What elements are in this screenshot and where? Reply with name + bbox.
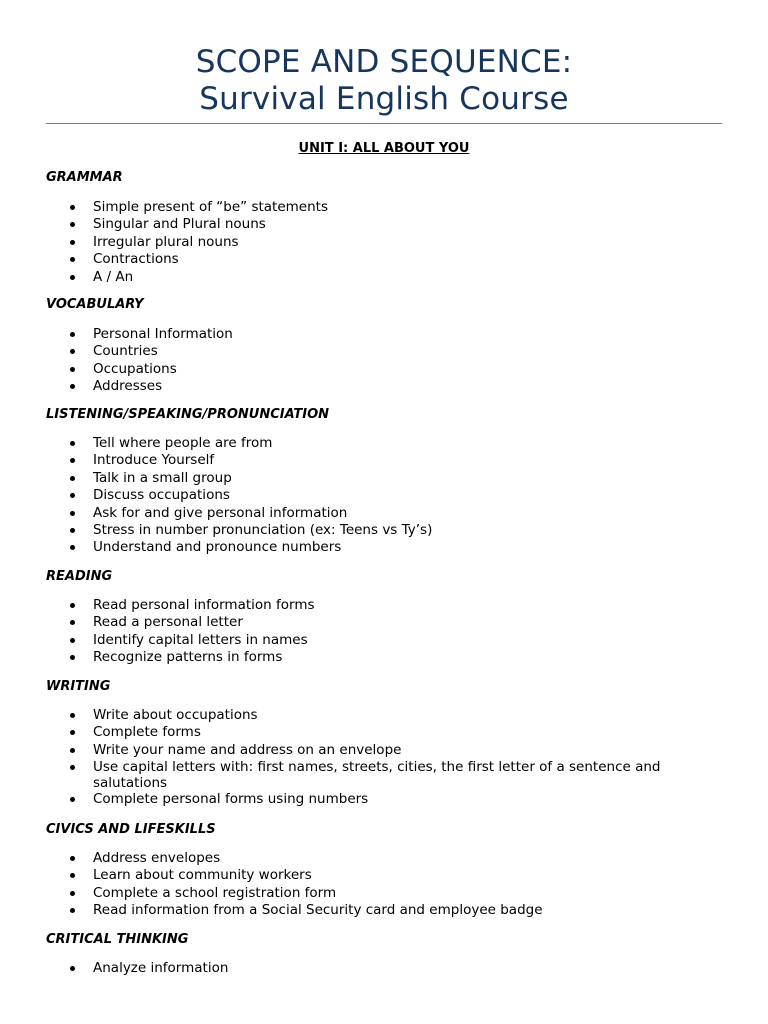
title-divider [46,123,722,124]
bullet-icon [70,765,75,770]
bullet-icon [70,856,75,861]
list-item: Contractions [0,251,768,268]
reading-list [0,597,768,667]
list-item: Personal Information [0,326,768,343]
list-item: Occupations [0,361,768,378]
bullet-icon [70,620,75,625]
bullet-icon [70,908,75,913]
bullet-icon [70,222,75,227]
bullet-icon [70,205,75,210]
list-item: Read a personal letter [0,614,768,631]
list-item: Ask for and give personal information [0,505,768,522]
vocabulary-list [0,326,768,396]
bullet-icon [70,476,75,481]
bullet-icon [70,873,75,878]
list-item: Introduce Yourself [0,452,768,469]
bullet-icon [70,332,75,337]
bullet-icon [70,384,75,389]
list-item: Addresses [0,378,768,395]
bullet-icon [70,511,75,516]
unit-heading: UNIT I: ALL ABOUT YOU [298,141,470,156]
list-item: Read information from a Social Security card and employee badge [0,902,768,919]
list-item: Talk in a small group [0,470,768,487]
document-title-line2: Survival English Course [199,81,569,117]
list-item: Understand and pronounce numbers [0,539,768,556]
list-item: Singular and Plural nouns [0,216,768,233]
bullet-icon [70,275,75,280]
bullet-icon [70,458,75,463]
list-item: Identify capital letters in names [0,632,768,649]
list-item: Write your name and address on an envelope [0,742,768,759]
list-item: Complete a school registration form [0,885,768,902]
list-item: Countries [0,343,768,360]
section-heading-civics-lifeskills: CIVICS AND LIFESKILLS [46,822,216,837]
list-item: Analyze information [0,960,768,977]
list-item: Complete personal forms using numbers [0,791,768,808]
list-item: Stress in number pronunciation (ex: Teens vs Ty’s) [0,522,768,539]
bullet-icon [70,528,75,533]
list-item: Simple present of “be” statements [0,199,768,216]
list-item: Complete forms [0,724,768,741]
list-item: Write about occupations [0,707,768,724]
bullet-icon [70,655,75,660]
bullet-icon [70,441,75,446]
section-heading-listening-speaking: LISTENING/SPEAKING/PRONUNCIATION [46,407,330,422]
list-item: Use capital letters with: first names, streets, cities, the first letter of a sentence and salutations [0,759,768,791]
section-heading-reading: READING [46,569,113,584]
bullet-icon [70,367,75,372]
writing-list [0,707,768,809]
list-item: Learn about community workers [0,867,768,884]
bullet-icon [70,257,75,262]
bullet-icon [70,966,75,971]
list-item: A / An [0,269,768,286]
bullet-icon [70,748,75,753]
section-heading-critical-thinking: CRITICAL THINKING [46,932,189,947]
listening-speaking-list [0,435,768,557]
section-heading-writing: WRITING [46,679,111,694]
bullet-icon [70,240,75,245]
list-item: Recognize patterns in forms [0,649,768,666]
section-heading-grammar: GRAMMAR [46,170,123,185]
list-item: Irregular plural nouns [0,234,768,251]
civics-lifeskills-list [0,850,768,920]
section-heading-vocabulary: VOCABULARY [46,297,144,312]
bullet-icon [70,638,75,643]
bullet-icon [70,713,75,718]
list-item: Address envelopes [0,850,768,867]
bullet-icon [70,891,75,896]
list-item: Discuss occupations [0,487,768,504]
document-title-line1: SCOPE AND SEQUENCE: [195,44,573,80]
list-item: Read personal information forms [0,597,768,614]
bullet-icon [70,349,75,354]
list-item: Tell where people are from [0,435,768,452]
bullet-icon [70,493,75,498]
grammar-list [0,199,768,286]
bullet-icon [70,603,75,608]
bullet-icon [70,545,75,550]
critical-thinking-list [0,960,768,977]
bullet-icon [70,797,75,802]
bullet-icon [70,730,75,735]
